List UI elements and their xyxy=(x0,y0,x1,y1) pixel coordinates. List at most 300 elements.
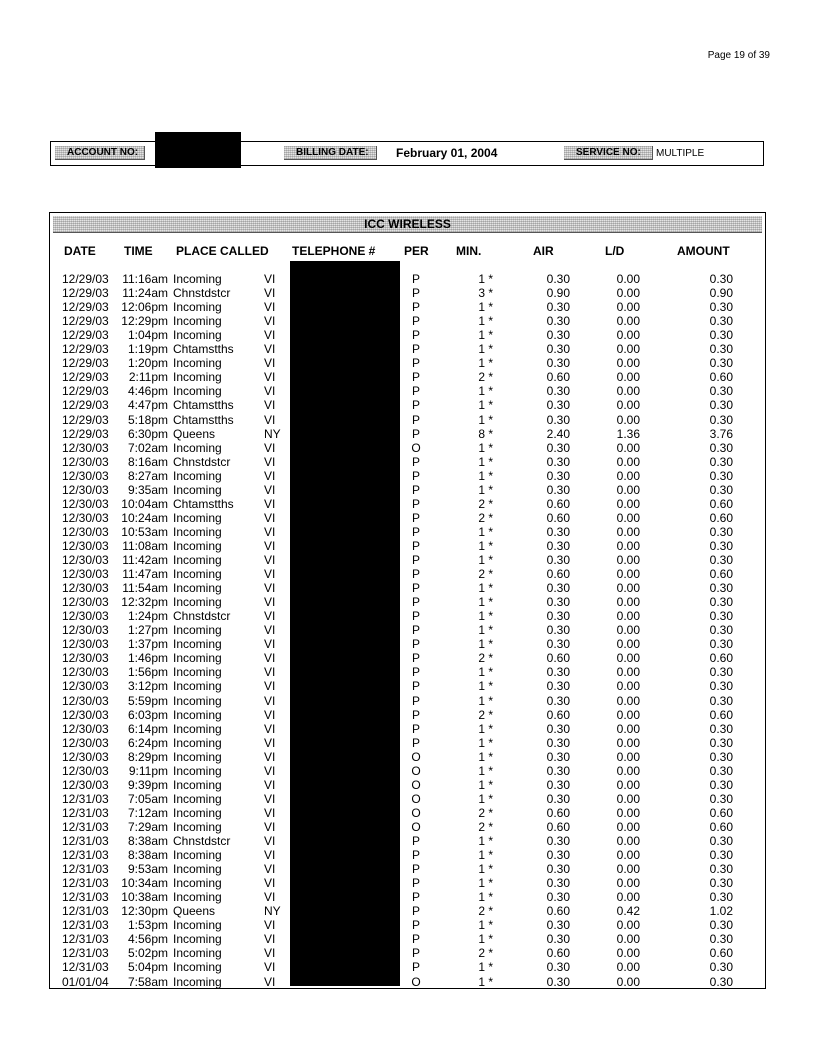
ld-charge: 0.00 xyxy=(616,468,640,483)
call-time: 7:58am xyxy=(127,974,168,989)
telephone-redaction xyxy=(290,261,400,986)
call-amount: 3.76 xyxy=(709,426,733,441)
place-called: Incoming xyxy=(173,623,222,638)
call-date: 12/31/03 xyxy=(62,946,109,961)
call-date: 12/29/03 xyxy=(62,384,109,399)
table-row xyxy=(0,525,816,539)
call-period: P xyxy=(411,679,420,694)
call-period: P xyxy=(411,735,420,750)
table-row xyxy=(0,413,816,427)
call-period: P xyxy=(411,454,420,469)
table-row xyxy=(0,834,816,848)
call-time: 11:54am xyxy=(122,581,168,596)
call-date: 12/30/03 xyxy=(62,454,109,469)
air-charge: 0.60 xyxy=(546,819,570,834)
ld-charge: 0.00 xyxy=(616,918,640,933)
call-period: P xyxy=(411,665,420,680)
call-time: 1:46pm xyxy=(127,651,168,666)
call-date: 12/29/03 xyxy=(62,272,109,286)
call-amount: 0.30 xyxy=(709,848,733,863)
place-called: Incoming xyxy=(173,314,222,329)
table-row xyxy=(0,272,816,286)
place-called: Chtamstths xyxy=(173,398,234,413)
call-amount: 0.30 xyxy=(709,609,733,624)
call-state: VI xyxy=(264,637,276,652)
place-called: Chnstdstcr xyxy=(173,454,231,469)
call-state: VI xyxy=(264,524,276,539)
call-time: 6:24pm xyxy=(127,735,168,750)
ld-charge: 0.00 xyxy=(616,314,640,329)
air-charge: 0.30 xyxy=(546,876,570,891)
place-called: Incoming xyxy=(173,567,222,582)
place-called: Incoming xyxy=(173,932,222,947)
call-date: 12/31/03 xyxy=(62,791,109,806)
call-state: VI xyxy=(264,651,276,666)
call-state: VI xyxy=(264,567,276,582)
table-row xyxy=(0,286,816,300)
place-called: Incoming xyxy=(173,356,222,371)
call-state: VI xyxy=(264,974,276,989)
call-date: 12/31/03 xyxy=(62,904,109,919)
call-period: P xyxy=(411,890,420,905)
call-time: 8:29pm xyxy=(127,749,168,764)
call-date: 12/30/03 xyxy=(62,609,109,624)
call-time: 9:35am xyxy=(127,482,168,497)
table-row xyxy=(0,806,816,820)
air-charge: 0.30 xyxy=(546,468,570,483)
table-row xyxy=(0,511,816,525)
ld-charge: 1.36 xyxy=(616,426,640,441)
call-date: 12/29/03 xyxy=(62,356,109,371)
call-period: P xyxy=(411,342,420,357)
call-minutes: 1 * xyxy=(478,862,493,877)
call-state: VI xyxy=(264,819,276,834)
call-time: 9:39pm xyxy=(127,777,168,792)
call-amount: 0.30 xyxy=(709,693,733,708)
place-called: Incoming xyxy=(173,805,222,820)
call-period: P xyxy=(411,370,420,385)
call-time: 10:53am xyxy=(121,524,168,539)
call-date: 12/30/03 xyxy=(62,524,109,539)
call-time: 7:12am xyxy=(127,805,168,820)
call-minutes: 1 * xyxy=(478,595,493,610)
table-row xyxy=(0,722,816,736)
call-minutes: 1 * xyxy=(478,721,493,736)
call-state: VI xyxy=(264,777,276,792)
call-date: 12/30/03 xyxy=(62,777,109,792)
call-period: P xyxy=(411,904,420,919)
place-called: Incoming xyxy=(173,777,222,792)
air-charge: 0.60 xyxy=(546,946,570,961)
table-row xyxy=(0,441,816,455)
call-period: O xyxy=(411,749,421,764)
call-date: 12/31/03 xyxy=(62,862,109,877)
ld-charge: 0.00 xyxy=(616,707,640,722)
call-minutes: 2 * xyxy=(478,819,493,834)
ld-charge: 0.00 xyxy=(616,510,640,525)
ld-charge: 0.00 xyxy=(616,819,640,834)
call-time: 11:42am xyxy=(122,553,168,567)
call-time: 7:02am xyxy=(127,440,168,455)
call-period: P xyxy=(411,581,420,596)
call-time: 1:19pm xyxy=(127,342,168,357)
place-called: Chtamstths xyxy=(173,342,234,357)
call-time: 10:38am xyxy=(121,890,168,905)
place-called: Incoming xyxy=(173,679,222,694)
call-state: NY xyxy=(264,426,281,441)
col-header-date: DATE xyxy=(64,244,96,258)
ld-charge: 0.00 xyxy=(616,693,640,708)
call-amount: 0.60 xyxy=(709,370,733,385)
call-amount: 0.30 xyxy=(709,300,733,315)
call-time: 2:11pm xyxy=(128,370,168,385)
ld-charge: 0.00 xyxy=(616,749,640,764)
call-amount: 0.30 xyxy=(709,538,733,553)
call-state: VI xyxy=(264,609,276,624)
call-time: 1:27pm xyxy=(127,623,168,638)
air-charge: 0.30 xyxy=(546,777,570,792)
call-time: 6:30pm xyxy=(127,426,168,441)
call-minutes: 2 * xyxy=(478,496,493,511)
call-period: P xyxy=(411,834,420,848)
call-period: P xyxy=(411,468,420,483)
table-row xyxy=(0,398,816,412)
table-row xyxy=(0,778,816,792)
ld-charge: 0.00 xyxy=(616,412,640,427)
call-amount: 0.30 xyxy=(709,595,733,610)
call-amount: 0.60 xyxy=(709,707,733,722)
call-amount: 0.30 xyxy=(709,974,733,989)
call-state: VI xyxy=(264,314,276,329)
air-charge: 0.30 xyxy=(546,848,570,863)
call-amount: 0.30 xyxy=(709,890,733,905)
air-charge: 0.30 xyxy=(546,862,570,877)
call-period: P xyxy=(411,300,420,315)
call-state: VI xyxy=(264,328,276,343)
air-charge: 0.30 xyxy=(546,538,570,553)
air-charge: 0.30 xyxy=(546,918,570,933)
call-period: P xyxy=(411,356,420,371)
air-charge: 0.30 xyxy=(546,735,570,750)
call-period: P xyxy=(411,482,420,497)
place-called: Incoming xyxy=(173,665,222,680)
call-period: P xyxy=(411,426,420,441)
col-header-time: TIME xyxy=(124,244,153,258)
air-charge: 0.30 xyxy=(546,932,570,947)
call-date: 12/30/03 xyxy=(62,707,109,722)
ld-charge: 0.00 xyxy=(616,496,640,511)
place-called: Incoming xyxy=(173,890,222,905)
place-called: Chnstdstcr xyxy=(173,609,231,624)
air-charge: 0.30 xyxy=(546,665,570,680)
call-state: VI xyxy=(264,848,276,863)
call-period: P xyxy=(411,412,420,427)
call-date: 12/30/03 xyxy=(62,665,109,680)
call-time: 12:06pm xyxy=(121,300,168,315)
call-amount: 0.30 xyxy=(709,862,733,877)
place-called: Incoming xyxy=(173,524,222,539)
call-state: VI xyxy=(264,356,276,371)
ld-charge: 0.00 xyxy=(616,609,640,624)
ld-charge: 0.00 xyxy=(616,679,640,694)
call-time: 12:30pm xyxy=(121,904,168,919)
call-amount: 0.30 xyxy=(709,581,733,596)
call-minutes: 1 * xyxy=(478,342,493,357)
call-time: 1:04pm xyxy=(127,328,168,343)
call-minutes: 1 * xyxy=(478,581,493,596)
call-minutes: 2 * xyxy=(478,651,493,666)
table-row xyxy=(0,497,816,511)
call-amount: 0.30 xyxy=(709,763,733,778)
call-minutes: 1 * xyxy=(478,553,493,567)
ld-charge: 0.00 xyxy=(616,805,640,820)
call-date: 12/29/03 xyxy=(62,300,109,315)
call-minutes: 1 * xyxy=(478,679,493,694)
call-date: 12/30/03 xyxy=(62,721,109,736)
call-amount: 0.30 xyxy=(709,356,733,371)
ld-charge: 0.00 xyxy=(616,300,640,315)
call-date: 12/29/03 xyxy=(62,314,109,329)
ld-charge: 0.00 xyxy=(616,721,640,736)
ld-charge: 0.00 xyxy=(616,637,640,652)
ld-charge: 0.00 xyxy=(616,384,640,399)
call-state: VI xyxy=(264,749,276,764)
account-label: ACCOUNT NO: xyxy=(67,147,139,158)
call-period: P xyxy=(411,384,420,399)
call-minutes: 1 * xyxy=(478,384,493,399)
ld-charge: 0.00 xyxy=(616,356,640,371)
call-minutes: 1 * xyxy=(478,482,493,497)
section-title: ICC WIRELESS xyxy=(53,216,762,233)
call-date: 12/29/03 xyxy=(62,370,109,385)
ld-charge: 0.00 xyxy=(616,960,640,975)
air-charge: 0.30 xyxy=(546,524,570,539)
call-minutes: 1 * xyxy=(478,848,493,863)
air-charge: 0.30 xyxy=(546,595,570,610)
call-period: P xyxy=(411,651,420,666)
place-called: Incoming xyxy=(173,328,222,343)
call-date: 12/30/03 xyxy=(62,468,109,483)
air-charge: 0.30 xyxy=(546,314,570,329)
call-time: 11:24am xyxy=(122,286,168,301)
air-charge: 0.60 xyxy=(546,370,570,385)
table-row xyxy=(0,328,816,342)
call-state: VI xyxy=(264,595,276,610)
call-period: P xyxy=(411,272,420,286)
table-row xyxy=(0,356,816,370)
call-minutes: 1 * xyxy=(478,356,493,371)
call-date: 12/30/03 xyxy=(62,567,109,582)
call-state: VI xyxy=(264,862,276,877)
air-charge: 0.30 xyxy=(546,693,570,708)
air-charge: 0.60 xyxy=(546,510,570,525)
call-minutes: 1 * xyxy=(478,791,493,806)
ld-charge: 0.00 xyxy=(616,286,640,301)
call-period: P xyxy=(411,693,420,708)
call-time: 5:04pm xyxy=(127,960,168,975)
ld-charge: 0.00 xyxy=(616,735,640,750)
call-date: 12/30/03 xyxy=(62,482,109,497)
call-period: O xyxy=(411,791,421,806)
call-time: 7:29am xyxy=(127,819,168,834)
table-row xyxy=(0,581,816,595)
air-charge: 0.60 xyxy=(546,904,570,919)
call-date: 12/31/03 xyxy=(62,890,109,905)
call-amount: 0.30 xyxy=(709,342,733,357)
ld-charge: 0.00 xyxy=(616,482,640,497)
table-row xyxy=(0,314,816,328)
call-period: P xyxy=(411,721,420,736)
ld-charge: 0.00 xyxy=(616,398,640,413)
call-date: 12/29/03 xyxy=(62,286,109,301)
air-charge: 0.30 xyxy=(546,440,570,455)
call-date: 12/30/03 xyxy=(62,440,109,455)
call-state: VI xyxy=(264,538,276,553)
call-minutes: 2 * xyxy=(478,946,493,961)
call-minutes: 2 * xyxy=(478,510,493,525)
call-period: O xyxy=(411,974,421,989)
call-period: P xyxy=(411,862,420,877)
call-minutes: 1 * xyxy=(478,637,493,652)
air-charge: 0.30 xyxy=(546,834,570,848)
call-state: VI xyxy=(264,735,276,750)
air-charge: 0.30 xyxy=(546,482,570,497)
call-period: P xyxy=(411,328,420,343)
table-row xyxy=(0,960,816,974)
col-header-per: PER xyxy=(404,244,429,258)
call-amount: 0.60 xyxy=(709,496,733,511)
call-amount: 0.60 xyxy=(709,819,733,834)
call-state: VI xyxy=(264,679,276,694)
call-amount: 0.60 xyxy=(709,946,733,961)
col-header-telephone: TELEPHONE # xyxy=(292,244,376,258)
call-minutes: 3 * xyxy=(478,286,493,301)
call-date: 12/31/03 xyxy=(62,960,109,975)
call-period: P xyxy=(411,960,420,975)
place-called: Incoming xyxy=(173,510,222,525)
call-period: P xyxy=(411,946,420,961)
call-date: 12/30/03 xyxy=(62,538,109,553)
ld-charge: 0.00 xyxy=(616,946,640,961)
call-time: 10:34am xyxy=(121,876,168,891)
air-charge: 0.30 xyxy=(546,553,570,567)
call-amount: 0.30 xyxy=(709,454,733,469)
call-period: P xyxy=(411,609,420,624)
call-period: P xyxy=(411,538,420,553)
call-state: VI xyxy=(264,763,276,778)
place-called: Incoming xyxy=(173,300,222,315)
ld-charge: 0.00 xyxy=(616,581,640,596)
table-row xyxy=(0,384,816,398)
call-minutes: 1 * xyxy=(478,960,493,975)
table-row xyxy=(0,595,816,609)
call-date: 12/31/03 xyxy=(62,805,109,820)
call-minutes: 1 * xyxy=(478,440,493,455)
call-state: VI xyxy=(264,468,276,483)
ld-charge: 0.00 xyxy=(616,777,640,792)
call-time: 6:14pm xyxy=(127,721,168,736)
air-charge: 2.40 xyxy=(546,426,570,441)
ld-charge: 0.00 xyxy=(616,651,640,666)
ld-charge: 0.00 xyxy=(616,974,640,989)
call-state: VI xyxy=(264,272,276,286)
ld-charge: 0.00 xyxy=(616,932,640,947)
call-date: 12/30/03 xyxy=(62,763,109,778)
col-header-ld: L/D xyxy=(605,244,625,258)
call-time: 12:29pm xyxy=(121,314,168,329)
table-row xyxy=(0,820,816,834)
place-called: Incoming xyxy=(173,553,222,567)
call-date: 12/31/03 xyxy=(62,932,109,947)
air-charge: 0.60 xyxy=(546,567,570,582)
call-time: 5:59pm xyxy=(127,693,168,708)
ld-charge: 0.00 xyxy=(616,623,640,638)
call-minutes: 1 * xyxy=(478,623,493,638)
table-row xyxy=(0,736,816,750)
air-charge: 0.60 xyxy=(546,805,570,820)
table-row xyxy=(0,469,816,483)
call-time: 4:46pm xyxy=(127,384,168,399)
call-period: P xyxy=(411,707,420,722)
place-called: Incoming xyxy=(173,862,222,877)
call-amount: 0.60 xyxy=(709,651,733,666)
table-row xyxy=(0,764,816,778)
place-called: Queens xyxy=(173,426,216,441)
call-time: 8:38am xyxy=(127,834,168,848)
call-amount: 0.30 xyxy=(709,398,733,413)
call-date: 12/31/03 xyxy=(62,918,109,933)
call-amount: 0.30 xyxy=(709,412,733,427)
call-state: VI xyxy=(264,918,276,933)
place-called: Incoming xyxy=(173,819,222,834)
table-row xyxy=(0,862,816,876)
place-called: Incoming xyxy=(173,595,222,610)
call-minutes: 1 * xyxy=(478,468,493,483)
call-minutes: 1 * xyxy=(478,328,493,343)
air-charge: 0.60 xyxy=(546,496,570,511)
ld-charge: 0.00 xyxy=(616,862,640,877)
call-state: VI xyxy=(264,510,276,525)
call-state: VI xyxy=(264,707,276,722)
place-called: Incoming xyxy=(173,791,222,806)
place-called: Chnstdstcr xyxy=(173,834,231,848)
ld-charge: 0.00 xyxy=(616,848,640,863)
table-row xyxy=(0,553,816,567)
call-date: 12/30/03 xyxy=(62,651,109,666)
table-row xyxy=(0,932,816,946)
call-minutes: 1 * xyxy=(478,834,493,848)
ld-charge: 0.00 xyxy=(616,567,640,582)
call-minutes: 1 * xyxy=(478,538,493,553)
table-row xyxy=(0,708,816,722)
ld-charge: 0.42 xyxy=(616,904,640,919)
ld-charge: 0.00 xyxy=(616,595,640,610)
call-time: 11:08am xyxy=(122,538,168,553)
call-period: P xyxy=(411,595,420,610)
place-called: Incoming xyxy=(173,468,222,483)
call-minutes: 1 * xyxy=(478,609,493,624)
air-charge: 0.30 xyxy=(546,300,570,315)
call-amount: 0.30 xyxy=(709,524,733,539)
col-header-amount: AMOUNT xyxy=(677,244,730,258)
place-called: Incoming xyxy=(173,735,222,750)
place-called: Incoming xyxy=(173,876,222,891)
call-time: 1:24pm xyxy=(127,609,168,624)
call-date: 12/29/03 xyxy=(62,426,109,441)
call-amount: 0.30 xyxy=(709,791,733,806)
call-state: VI xyxy=(264,553,276,567)
service-number-value: MULTIPLE xyxy=(656,148,705,159)
